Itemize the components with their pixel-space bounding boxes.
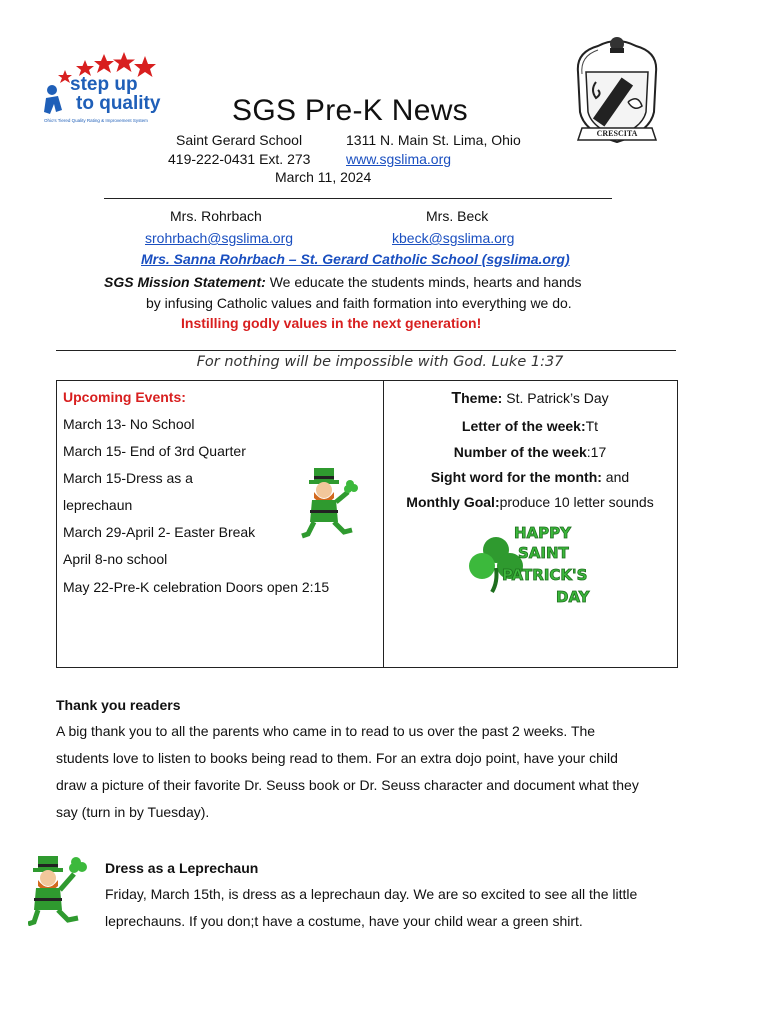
dress-line: Friday, March 15th, is dress as a leprechaun day. We are so excited to see all the little [105,886,638,902]
teacher-1-email-link[interactable]: srohrbach@sgslima.org [145,230,294,246]
banner-word-saint: SAINT [518,544,569,562]
number-line [386,444,674,460]
info-box-divider [383,380,384,668]
leprechaun-icon [28,852,92,926]
st-patricks-banner [462,524,612,612]
events-title: Upcoming Events: [63,389,186,405]
banner-word-happy: HAPPY [514,524,572,542]
theme-label: heme: [461,390,503,406]
letter-label: Letter of the week: [461,418,586,434]
dress-line: leprechauns. If you don;t have a costume, have your child wear a green shirt. [105,913,583,929]
thanks-line: say (turn in by Tuesday). [56,804,210,820]
principal-link[interactable]: Mrs. Sanna Rohrbach – St. Gerard Catholic School (sgslima.org) [141,251,570,267]
thanks-paragraph [56,718,716,826]
shamrock-icon [466,534,526,594]
teacher-1-name: Mrs. Rohrbach [170,208,262,224]
school-website-link[interactable]: www.sgslima.org [346,151,452,167]
school-address: 1311 N. Main St. Lima, Ohio [346,132,521,148]
school-phone: 419-222-0431 Ext. 273 [168,151,311,167]
leprechaun-icon [298,466,360,540]
theme-line [386,390,674,408]
dress-paragraph [105,881,725,935]
banner-word-patricks: PATRICK'S [502,566,588,584]
newsletter-title: SGS Pre-K News [232,94,468,127]
number-label: Number of the week [453,444,587,460]
event-item: March 13- No School [63,416,195,432]
teacher-2-email-link[interactable]: kbeck@sgslima.org [392,230,515,246]
thanks-line: A big thank you to all the parents who came in to read to us over the past 2 weeks. The [56,723,596,739]
crest-banner-text: CRESCITA [596,129,638,138]
theme-value: St. Patrick’s Day [502,390,609,406]
logo-tagline: Ohio's Tiered Quality Rating & Improvement System [44,118,148,123]
mission-statement [104,272,582,293]
mission-line-1: We educate the students minds, hearts and hands [265,274,582,290]
sight-word-value: and [601,469,630,485]
banner-word-day: DAY [556,588,590,606]
sight-word-label: Sight word for the month: [430,469,602,485]
event-item: May 22-Pre-K celebration Doors open 2:15 [63,579,330,595]
dress-heading: Dress as a Leprechaun [105,860,259,876]
event-item: March 15- End of 3rd Quarter [63,443,246,459]
mission-divider [56,350,676,351]
event-item: April 8-no school [63,551,168,567]
sight-word-line [386,469,674,485]
letter-line [386,418,674,434]
thanks-heading: Thank you readers [56,697,181,713]
logo-text-to-quality: to quality [76,93,161,114]
letter-value: Tt [585,418,599,434]
event-item: March 29-April 2- Easter Break [63,524,256,540]
event-item: leprechaun [63,497,133,513]
newsletter-date: March 11, 2024 [275,169,372,185]
bible-verse: For nothing will be impossible with God. Luke 1:37 [196,354,564,370]
school-name: Saint Gerard School [176,132,303,148]
monthly-goal-label: Monthly Goal: [406,494,500,510]
event-item: March 15-Dress as a [63,470,193,486]
teacher-2-name: Mrs. Beck [426,208,489,224]
header-divider [104,198,612,199]
theme-initial: T [451,390,462,407]
logo-text-step-up: step up [70,74,138,95]
monthly-goal-value: produce 10 letter sounds [499,494,654,510]
number-value: :17 [586,444,607,460]
mission-label: SGS Mission Statement: [104,274,266,290]
school-motto: Instilling godly values in the next generation! [181,315,482,331]
mission-line-2: by infusing Catholic values and faith formation into everything we do. [146,295,572,311]
thanks-line: draw a picture of their favorite Dr. Seuss book or Dr. Seuss character and document what they [56,777,639,793]
monthly-goal-line [386,494,674,510]
thanks-line: students love to listen to books being read to them. For an extra dojo point, have your child [56,750,618,766]
